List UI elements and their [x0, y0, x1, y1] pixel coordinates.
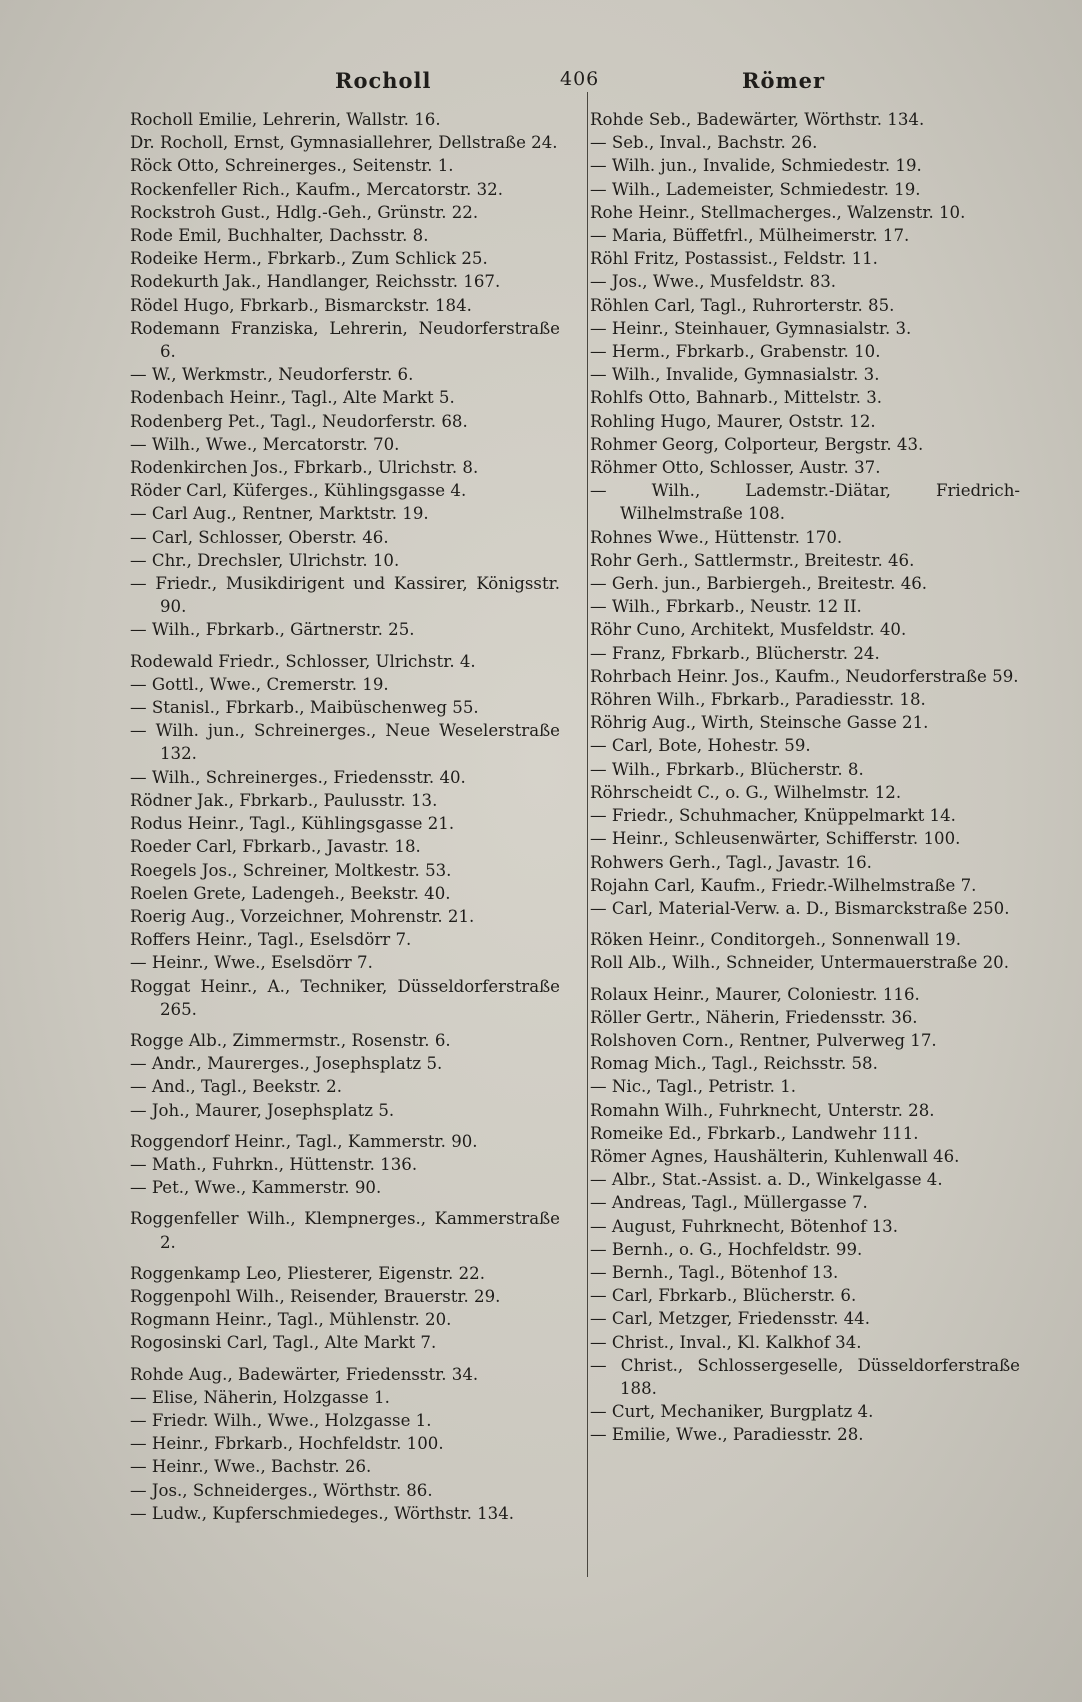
directory-entry: — Friedr., Musikdirigent und Kassirer, Königsstr. 90. [130, 574, 560, 617]
directory-entry: — Bernh., Tagl., Bötenhof 13. [590, 1262, 839, 1282]
right-column [590, 108, 1020, 1447]
directory-entry: — Curt, Mechaniker, Burgplatz 4. [590, 1402, 874, 1422]
directory-entry: Röller Gertr., Näherin, Friedensstr. 36. [590, 1007, 918, 1027]
directory-entry: Dr. Rocholl, Ernst, Gymnasiallehrer, Dellstraße 24. [130, 133, 558, 153]
directory-entry: Roggenfeller Wilh., Klempnerges., Kammerstraße 2. [130, 1209, 560, 1252]
directory-entry: — Wilh., Lademeister, Schmiedestr. 19. [590, 179, 921, 199]
directory-entry: — Math., Fuhrkn., Hüttenstr. 136. [130, 1154, 418, 1174]
directory-entry: Romahn Wilh., Fuhrknecht, Unterstr. 28. [590, 1100, 935, 1120]
directory-entry: — Wilh., Fbrkarb., Gärtnerstr. 25. [130, 620, 415, 640]
directory-entry: — Pet., Wwe., Kammerstr. 90. [130, 1178, 382, 1198]
directory-entry: — Herm., Fbrkarb., Grabenstr. 10. [590, 342, 881, 362]
directory-entry: — Carl Aug., Rentner, Marktstr. 19. [130, 504, 429, 524]
directory-entry: Rohling Hugo, Maurer, Oststr. 12. [590, 411, 876, 431]
directory-entry: — Heinr., Steinhauer, Gymnasialstr. 3. [590, 318, 912, 338]
directory-entry: — Bernh., o. G., Hochfeldstr. 99. [590, 1239, 863, 1259]
directory-entry: Roggat Heinr., A., Techniker, Düsseldorferstraße 265. [130, 976, 560, 1019]
directory-entry: Röhr Cuno, Architekt, Musfeldstr. 40. [590, 620, 907, 640]
directory-entry: Rödel Hugo, Fbrkarb., Bismarckstr. 184. [130, 295, 472, 315]
directory-entry: — Wilh., Wwe., Mercatorstr. 70. [130, 434, 400, 454]
directory-entry: Roeder Carl, Fbrkarb., Javastr. 18. [130, 837, 421, 857]
directory-entry: — Gerh. jun., Barbiergeh., Breitestr. 46. [590, 574, 928, 594]
directory-entry: Röck Otto, Schreinerges., Seitenstr. 1. [130, 156, 454, 176]
directory-entry: — Emilie, Wwe., Paradiesstr. 28. [590, 1425, 864, 1445]
directory-entry: — Stanisl., Fbrkarb., Maibüschenweg 55. [130, 698, 479, 718]
directory-entry: — Heinr., Wwe., Bachstr. 26. [130, 1457, 372, 1477]
directory-entry: Rogosinski Carl, Tagl., Alte Markt 7. [130, 1333, 437, 1353]
directory-entry: Roggenkamp Leo, Pliesterer, Eigenstr. 22. [130, 1263, 485, 1283]
header-left-keyword: Rocholl [335, 68, 432, 93]
directory-entry: — Wilh., Fbrkarb., Blücherstr. 8. [590, 759, 864, 779]
directory-entry: — Maria, Büffetfrl., Mülheimerstr. 17. [590, 226, 910, 246]
directory-entry: Rohmer Georg, Colporteur, Bergstr. 43. [590, 434, 924, 454]
directory-entry: — Andr., Maurerges., Josephsplatz 5. [130, 1054, 443, 1074]
directory-entry: Rocholl Emilie, Lehrerin, Wallstr. 16. [130, 110, 441, 129]
directory-entry: — Heinr., Fbrkarb., Hochfeldstr. 100. [130, 1434, 444, 1454]
directory-entry: — Nic., Tagl., Petristr. 1. [590, 1077, 797, 1097]
directory-entry: Roegels Jos., Schreiner, Moltkestr. 53. [130, 860, 452, 880]
directory-entry: Röhrscheidt C., o. G., Wilhelmstr. 12. [590, 782, 902, 802]
column-divider [587, 92, 588, 1577]
directory-entry: — Heinr., Schleusenwärter, Schifferstr. 100. [590, 829, 961, 849]
directory-entry: Rogge Alb., Zimmermstr., Rosenstr. 6. [130, 1030, 451, 1050]
directory-entry: — Carl, Bote, Hohestr. 59. [590, 736, 811, 756]
directory-entry: Röhl Fritz, Postassist., Feldstr. 11. [590, 249, 878, 269]
directory-entry: Rojahn Carl, Kaufm., Friedr.-Wilhelmstraße 7. [590, 875, 977, 895]
directory-entry: Rohr Gerh., Sattlermstr., Breitestr. 46. [590, 550, 915, 570]
directory-entry: Rockenfeller Rich., Kaufm., Mercatorstr. 32. [130, 179, 503, 199]
directory-entry: — Wilh. jun., Schreinerges., Neue Weselerstraße 132. [130, 721, 560, 764]
directory-entry: Röken Heinr., Conditorgeh., Sonnenwall 19. [590, 930, 962, 950]
directory-entry: Romeike Ed., Fbrkarb., Landwehr 111. [590, 1123, 919, 1143]
directory-entry: — Elise, Näherin, Holzgasse 1. [130, 1387, 390, 1407]
directory-entry: Rodemann Franziska, Lehrerin, Neudorferstraße 6. [130, 318, 560, 362]
directory-entry: — Wilh., Fbrkarb., Neustr. 12 II. [590, 597, 862, 617]
directory-entry: Römer Agnes, Haushälterin, Kuhlenwall 46. [590, 1146, 960, 1166]
directory-entry: — Wilh. jun., Invalide, Schmiedestr. 19. [590, 156, 922, 176]
directory-entry: — Gottl., Wwe., Cremerstr. 19. [130, 674, 389, 694]
directory-entry: Roelen Grete, Ladengeh., Beekstr. 40. [130, 883, 451, 903]
directory-entry: Rockstroh Gust., Hdlg.-Geh., Grünstr. 22. [130, 202, 479, 222]
directory-entry: — Carl, Metzger, Friedensstr. 44. [590, 1309, 871, 1329]
directory-entry: Rödner Jak., Fbrkarb., Paulusstr. 13. [130, 790, 438, 810]
directory-entry: — W., Werkmstr., Neudorferstr. 6. [130, 365, 414, 385]
directory-entry: Röhmer Otto, Schlosser, Austr. 37. [590, 458, 881, 478]
directory-entry: Rohrbach Heinr. Jos., Kaufm., Neudorferstraße 59. [590, 666, 1019, 686]
directory-entry: — Seb., Inval., Bachstr. 26. [590, 133, 818, 153]
page-number: 406 [560, 68, 600, 90]
directory-entry: — Ludw., Kupferschmiedeges., Wörthstr. 134. [130, 1503, 515, 1523]
directory-entry: Röhren Wilh., Fbrkarb., Paradiesstr. 18. [590, 690, 926, 710]
directory-entry: Rolshoven Corn., Rentner, Pulverweg 17. [590, 1030, 937, 1050]
directory-entry: — Friedr., Schuhmacher, Knüppelmarkt 14. [590, 806, 956, 826]
directory-entry: Röhrig Aug., Wirth, Steinsche Gasse 21. [590, 713, 929, 733]
directory-entry: Röhlen Carl, Tagl., Ruhrorterstr. 85. [590, 295, 895, 315]
directory-entry: — Carl, Material-Verw. a. D., Bismarckstraße 250. [590, 898, 1010, 918]
directory-entry: Röder Carl, Küferges., Kühlingsgasse 4. [130, 481, 467, 501]
directory-entry: Roffers Heinr., Tagl., Eselsdörr 7. [130, 930, 412, 950]
directory-entry: Rohnes Wwe., Hüttenstr. 170. [590, 527, 843, 547]
directory-entry: — Carl, Fbrkarb., Blücherstr. 6. [590, 1286, 857, 1306]
directory-entry: — Christ., Inval., Kl. Kalkhof 34. [590, 1332, 862, 1352]
directory-entry: Rodus Heinr., Tagl., Kühlingsgasse 21. [130, 814, 455, 834]
page-header [0, 68, 1082, 98]
directory-entry: — Heinr., Wwe., Eselsdörr 7. [130, 953, 373, 973]
directory-entry: — Carl, Schlosser, Oberstr. 46. [130, 527, 389, 547]
directory-entry: — Wilh., Invalide, Gymnasialstr. 3. [590, 365, 880, 385]
directory-entry: Rodenkirchen Jos., Fbrkarb., Ulrichstr. 8. [130, 458, 479, 478]
directory-entry: — Andreas, Tagl., Müllergasse 7. [590, 1193, 868, 1213]
directory-entry: — Jos., Schneiderges., Wörthstr. 86. [130, 1480, 433, 1500]
directory-entry: Rohde Seb., Badewärter, Wörthstr. 134. [590, 110, 925, 129]
directory-entry: — August, Fuhrknecht, Bötenhof 13. [590, 1216, 899, 1236]
directory-entry: Rodeike Herm., Fbrkarb., Zum Schlick 25. [130, 249, 488, 269]
directory-entry: Rohe Heinr., Stellmacherges., Walzenstr. 10. [590, 202, 966, 222]
directory-entry: Roll Alb., Wilh., Schneider, Untermauerstraße 20. [590, 953, 1009, 973]
directory-entry: — And., Tagl., Beekstr. 2. [130, 1077, 342, 1097]
directory-entry: Roggenpohl Wilh., Reisender, Brauerstr. 29. [130, 1286, 501, 1306]
directory-entry: — Friedr. Wilh., Wwe., Holzgasse 1. [130, 1410, 432, 1430]
directory-entry: Romag Mich., Tagl., Reichsstr. 58. [590, 1054, 878, 1074]
directory-entry: Rogmann Heinr., Tagl., Mühlenstr. 20. [130, 1310, 452, 1330]
directory-entry: Rolaux Heinr., Maurer, Coloniestr. 116. [590, 984, 920, 1004]
header-right-keyword: Römer [742, 68, 826, 93]
directory-entry: — Albr., Stat.-Assist. a. D., Winkelgasse 4. [590, 1170, 943, 1190]
directory-entry: Rodenbach Heinr., Tagl., Alte Markt 5. [130, 388, 455, 408]
directory-entry: Roerig Aug., Vorzeichner, Mohrenstr. 21. [130, 906, 475, 926]
directory-entry: — Wilh., Lademstr.-Diätar, Friedrich-Wilhelmstraße 108. [590, 481, 1020, 524]
directory-entry: — Chr., Drechsler, Ulrichstr. 10. [130, 550, 400, 570]
directory-entry: — Wilh., Schreinerges., Friedensstr. 40. [130, 767, 466, 787]
directory-entry: Roggendorf Heinr., Tagl., Kammerstr. 90. [130, 1131, 478, 1151]
directory-entry: Rodenberg Pet., Tagl., Neudorferstr. 68. [130, 411, 468, 431]
directory-entry: Rodekurth Jak., Handlanger, Reichsstr. 167. [130, 272, 501, 292]
directory-entry: — Franz, Fbrkarb., Blücherstr. 24. [590, 643, 880, 663]
directory-entry: Rohlfs Otto, Bahnarb., Mittelstr. 3. [590, 388, 883, 408]
directory-entry: Rohwers Gerh., Tagl., Javastr. 16. [590, 852, 872, 872]
directory-entry: Rodewald Friedr., Schlosser, Ulrichstr. 4. [130, 651, 476, 671]
left-column [130, 108, 560, 1525]
directory-entry: Rohde Aug., Badewärter, Friedensstr. 34. [130, 1364, 479, 1384]
directory-entry: — Jos., Wwe., Musfeldstr. 83. [590, 272, 837, 292]
directory-entry: Rode Emil, Buchhalter, Dachsstr. 8. [130, 226, 429, 246]
directory-entry: — Joh., Maurer, Josephsplatz 5. [130, 1100, 395, 1120]
directory-entry: — Christ., Schlossergeselle, Düsseldorferstraße 188. [590, 1355, 1020, 1398]
